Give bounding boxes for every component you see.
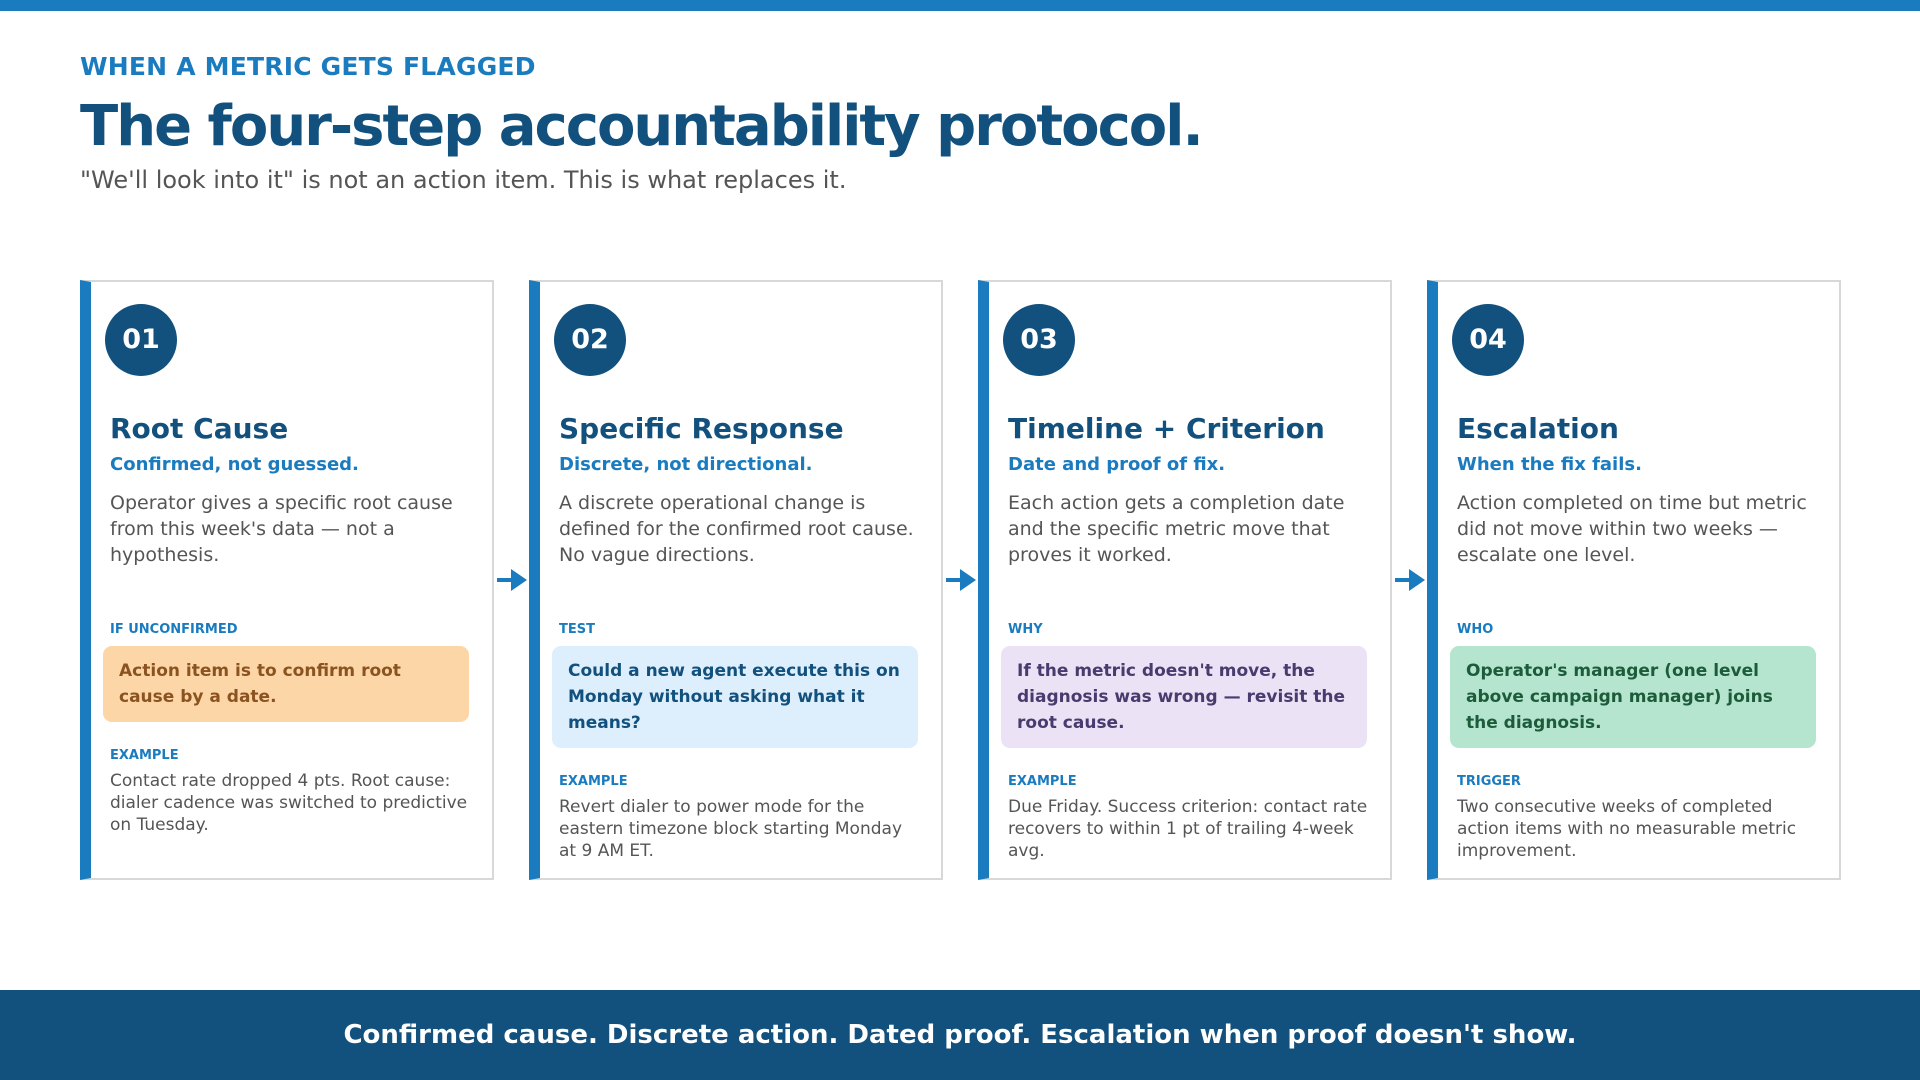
step-number-badge: 03 — [1003, 304, 1075, 376]
step-description: Action completed on time but metric did not move within two weeks — escalate one level. — [1457, 492, 1807, 566]
example-label: EXAMPLE — [559, 774, 628, 789]
step-card-timeline-criterion — [978, 280, 1392, 880]
step-number-badge: 01 — [105, 304, 177, 376]
step-title: Root Cause — [110, 412, 289, 445]
step-title: Escalation — [1457, 412, 1619, 445]
step-card-escalation — [1427, 280, 1841, 880]
callout-box: Operator's manager (one level above campaign manager) joins the diagnosis. — [1450, 646, 1816, 748]
trigger-label: TRIGGER — [1457, 774, 1521, 789]
page-subtitle: "We'll look into it" is not an action item. This is what replaces it. — [80, 166, 847, 194]
step-description: Each action gets a completion date and the specific metric move that proves it worked. — [1008, 492, 1345, 566]
step-card-root-cause — [80, 280, 494, 880]
callout-label: WHY — [1008, 622, 1043, 637]
example-text: Due Friday. Success criterion: contact rate recovers to within 1 pt of trailing 4-week avg. — [1008, 797, 1368, 861]
callout-box: If the metric doesn't move, the diagnosis was wrong — revisit the root cause. — [1001, 646, 1367, 748]
footer-summary: Confirmed cause. Discrete action. Dated proof. Escalation when proof doesn't show. — [0, 990, 1920, 1080]
callout-box: Could a new agent execute this on Monday without asking what it means? — [552, 646, 918, 748]
example-text: Revert dialer to power mode for the eastern timezone block starting Monday at 9 AM ET. — [559, 797, 903, 861]
callout-label: IF UNCONFIRMED — [110, 622, 238, 637]
example-label: EXAMPLE — [110, 748, 179, 763]
arrow-right-icon — [1395, 567, 1425, 593]
step-number-badge: 02 — [554, 304, 626, 376]
step-title: Specific Response — [559, 412, 844, 445]
example-label: EXAMPLE — [1008, 774, 1077, 789]
step-subtitle: Confirmed, not guessed. — [110, 454, 359, 475]
step-title: Timeline + Criterion — [1008, 412, 1325, 445]
step-subtitle: Discrete, not directional. — [559, 454, 813, 475]
trigger-text: Two consecutive weeks of completed action items with no measurable metric improvement. — [1457, 797, 1797, 861]
callout-box: Action item is to confirm root cause by a date. — [103, 646, 469, 722]
step-description: A discrete operational change is defined for the confirmed root cause. No vague directions. — [559, 492, 914, 566]
step-subtitle: Date and proof of fix. — [1008, 454, 1226, 475]
step-description: Operator gives a specific root cause from this week's data — not a hypothesis. — [110, 492, 453, 566]
callout-label: WHO — [1457, 622, 1494, 637]
page-title: The four-step accountability protocol. — [80, 94, 1202, 159]
example-text: Contact rate dropped 4 pts. Root cause: dialer cadence was switched to predictive on Tuesday. — [110, 771, 468, 835]
top-accent-bar — [0, 0, 1920, 11]
step-number-badge: 04 — [1452, 304, 1524, 376]
arrow-right-icon — [946, 567, 976, 593]
step-card-specific-response — [529, 280, 943, 880]
eyebrow: WHEN A METRIC GETS FLAGGED — [80, 52, 536, 81]
arrow-right-icon — [497, 567, 527, 593]
step-subtitle: When the fix fails. — [1457, 454, 1642, 475]
callout-label: TEST — [559, 622, 595, 637]
